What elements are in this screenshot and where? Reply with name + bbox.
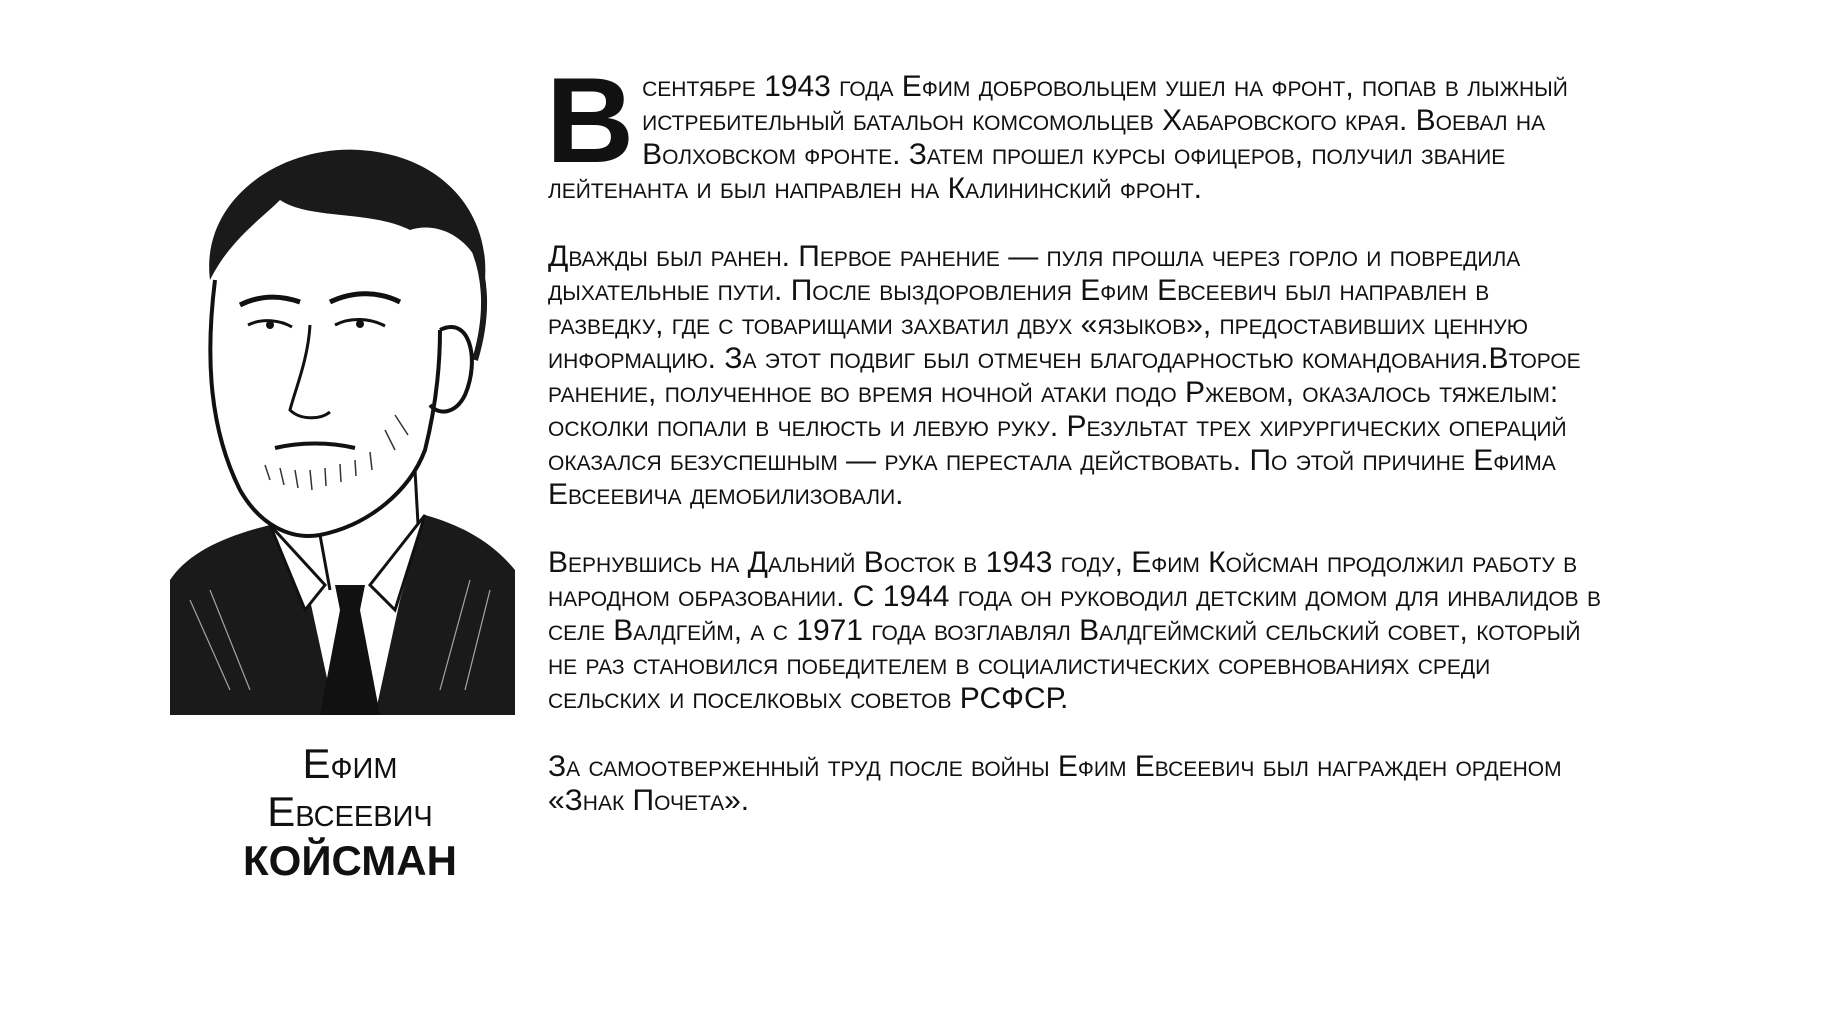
paragraph-4: За самоотверженный труд после войны Ефим Евсеевич был награжден орденом «Знак Почета». xyxy=(548,750,1562,817)
biography-text xyxy=(546,52,1608,852)
paragraph-1-text: сентябре 1943 года Ефим добровольцем ушел на фронт, попав в лыжный истребительный батальон комсомольцев Хабаровского края. Воевал на Волховском фронте. Затем прошел курсы офицеров, получил звание лейтенанта и был направлен на Калининский фронт. xyxy=(548,70,1568,205)
first-name: Ефим xyxy=(302,740,398,787)
paragraph-2: Дважды был ранен. Первое ранение — пуля прошла через горло и повредила дыхательные пути. После выздоровления Ефим Евсеевич был направлен в разведку, где с товарищами захватил двух «языков», предоставивших ценную информацию. За этот подвиг был отмечен благодарностью командования.Второе ранение, полученное во время ночной атаки подо Ржевом, оказалось тяжелым: осколки попали в челюсть и левую руку. Результат трех хирургических операций оказался безуспешным — рука перестала действовать. По этой причине Ефима Евсеевича демобилизовали. xyxy=(548,240,1581,511)
paragraph-3: Вернувшись на Дальний Восток в 1943 году, Ефим Койсман продолжил работу в народном образовании. С 1944 года он руководил детским домом для инвалидов в селе Валдгейм, а с 1971 года возглавлял Валдгеймский сельский совет, который не раз становился победителем в социалистических соревнованиях среди сельских и поселковых советов РСФСР. xyxy=(548,546,1602,715)
person-name xyxy=(230,740,470,885)
surname: КОЙСМАН xyxy=(243,836,457,884)
portrait-illustration xyxy=(170,130,515,715)
patronymic: Евсеевич xyxy=(267,788,433,836)
portrait-sketch-icon xyxy=(170,130,515,715)
paragraph-1 xyxy=(546,52,1608,206)
drop-cap: В xyxy=(546,52,635,188)
